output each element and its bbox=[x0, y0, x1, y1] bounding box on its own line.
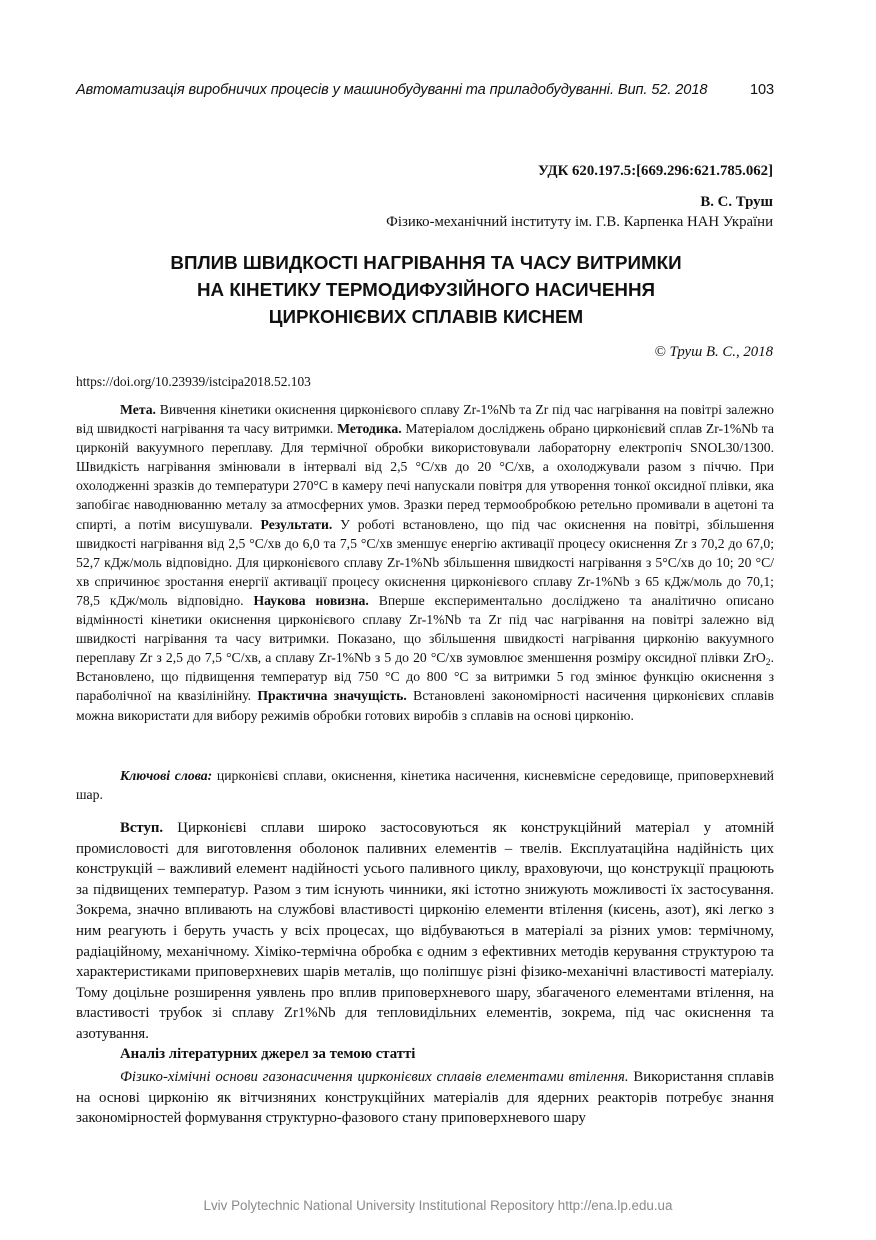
aim-label: Мета. bbox=[120, 402, 156, 417]
novelty-label: Наукова новизна. bbox=[253, 592, 369, 608]
keywords bbox=[76, 766, 774, 804]
section-heading: Аналіз літературних джерел за темою статті bbox=[120, 1046, 416, 1062]
literature-text: Використання сплавів на основі цирконію як вітчизняних конструкційних матеріалів для ядерних реакторів потребує знання закономірностей формування структурно-фазового стану приповерхневого шару bbox=[76, 1069, 774, 1127]
practical-label: Практична значущість. bbox=[257, 688, 407, 704]
doi-link[interactable]: https://doi.org/10.23939/istcipa2018.52.103 bbox=[76, 374, 311, 389]
udc-code: УДК 620.197.5:[669.296:621.785.062] bbox=[538, 163, 773, 179]
literature-paragraph bbox=[76, 1067, 774, 1129]
article-title bbox=[76, 249, 776, 330]
title-line: НА КІНЕТИКУ ТЕРМОДИФУЗІЙНОГО НАСИЧЕННЯ bbox=[196, 279, 656, 300]
title-line: ВПЛИВ ШВИДКОСТІ НАГРІВАННЯ ТА ЧАСУ ВИТРИМКИ bbox=[170, 252, 682, 273]
copyright-notice: © Труш В. С., 2018 bbox=[654, 344, 773, 360]
intro-text: Цирконієві сплави широко застосовуються як конструкційний матеріал у атомній промисловості для виготовлення оболонок паливних елементів – твелів. Експлуатаційна надійність цих конструкцій – важливий елемент надійності усього паливного циклу, враховуючи, що конструкції працюють за підвищених температур. Разом з тим існують чинники, які істотно знижують можливості їх застосування. Зокрема, значно впливають на службові властивості цирконію елементи втілення (кисень, азот), які легко з ним реагують і беруть участь у всіх процесах, що відбуваються в матеріалі за різних умов: термічному, радіаційному, механічному. Хіміко-термічна обробка є одним з ефективних методів керування структурою та характеристиками приповерхневих шарів металів, що поліпшує різні фізико-механічні властивості матеріалу. Тому доцільне розширення уявлень про вплив приповерхневого шару, збагаченого елементами втілення, на властивості трубок зі сплаву Zr1%Nb для тепловидільних елементів, зокрема, під час окиснення та азотування. bbox=[76, 820, 774, 1042]
keywords-text: цирконієві сплави, окиснення, кінетика насичення, кисневмісне середовище, приповерхневий шар. bbox=[76, 768, 775, 803]
repository-footer: Lviv Polytechnic National University Institutional Repository http://ena.lp.edu.ua bbox=[203, 1198, 673, 1213]
results-label: Результати. bbox=[260, 516, 333, 532]
page-number: 103 bbox=[749, 82, 774, 98]
novelty-subscript: 2 bbox=[765, 657, 771, 669]
literature-subheading: Фізико-хімічні основи газонасичення цирконієвих сплавів елементами втілення. bbox=[120, 1069, 629, 1085]
practical-text: Встановлені закономірності насичення цирконієвих сплавів можна використати для вибору режимів обробки готових виробів з сплавів на основі цирконію. bbox=[76, 688, 774, 723]
method-label: Методика. bbox=[337, 421, 402, 437]
abstract bbox=[76, 400, 774, 725]
introduction bbox=[76, 818, 774, 1045]
keywords-label: Ключові слова: bbox=[120, 768, 213, 783]
method-text: Матеріалом досліджень обрано цирконієвий сплав Zr-1%Nb та цирконій вакуумного переплаву. Для термічної обробки використовували лабораторну електропіч SNOL30/1300. Швидкість нагрівання змінювали в інтервалі від 2,5 °С/хв до 20 °С/хв, а охолоджували разом з піччю. При охолодженні зразків до температури 270°С в камеру печі напускали повітря для утворення тонкої оксидної плівки, яка запобігає наводнюванню металу за атмосферних умов. Зразки перед термообробкою ретельно промивали в ацетоні та спирті, а потім висушували. bbox=[76, 421, 774, 532]
results-text: У роботі встановлено, що під час окиснення на повітрі, збільшення швидкості нагрівання від 2,5 °С/хв до 6,0 та 7,5 °С/хв зменшує енергію активації процесу окиснення Zr з 70,2 до 67,0; 52,7 кДж/моль відповідно. Для цирконієвого сплаву Zr-1%Nb збільшення швидкості нагрівання з 5°С/хв до 10; 20 °С/хв спричинює зростання енергії активації процесу окиснення цирконієвого сплаву Zr-1%Nb з 65 кДж/моль до 70,1; 78,5 кДж/моль відповідно. bbox=[76, 516, 774, 608]
aim-text: Вивчення кінетики окиснення цирконієвого сплаву Zr-1%Nb та Zr під час нагрівання на повітрі залежно від швидкості нагрівання та часу витримки. bbox=[76, 402, 774, 437]
intro-label: Вступ. bbox=[120, 820, 164, 836]
running-header bbox=[76, 82, 776, 98]
journal-name: Автоматизація виробничих процесів у машинобудуванні та приладобудуванні. Вип. 52. 2018 bbox=[76, 82, 708, 98]
novelty-text-cont: . Встановлено, що підвищення температур від 750 °С до 800 °С за витримки 5 год змінює функцію окиснення з параболічної на квазілінійну. bbox=[76, 650, 774, 704]
author-name: В. С. Труш bbox=[700, 194, 773, 210]
author-affiliation: Фізико-механічний інституту ім. Г.В. Карпенка НАН України bbox=[386, 214, 773, 230]
novelty-text: Вперше експериментально досліджено та аналітично описано відмінності кінетики окиснення цирконієвого сплаву Zr-1%Nb та Zr під час нагрівання на повітрі залежно від швидкості нагрівання та часу витримки. Показано, що збільшення швидкості нагрівання цирконію вакуумного переплаву Zr з 2,5 до 7,5 °С/хв, а сплаву Zr-1%Nb з 5 до 20 °С/хв зумовлює зменшення розміру оксидної плівки ZrO bbox=[76, 592, 774, 666]
title-line: ЦИРКОНІЄВИХ СПЛАВІВ КИСНЕМ bbox=[268, 306, 584, 327]
